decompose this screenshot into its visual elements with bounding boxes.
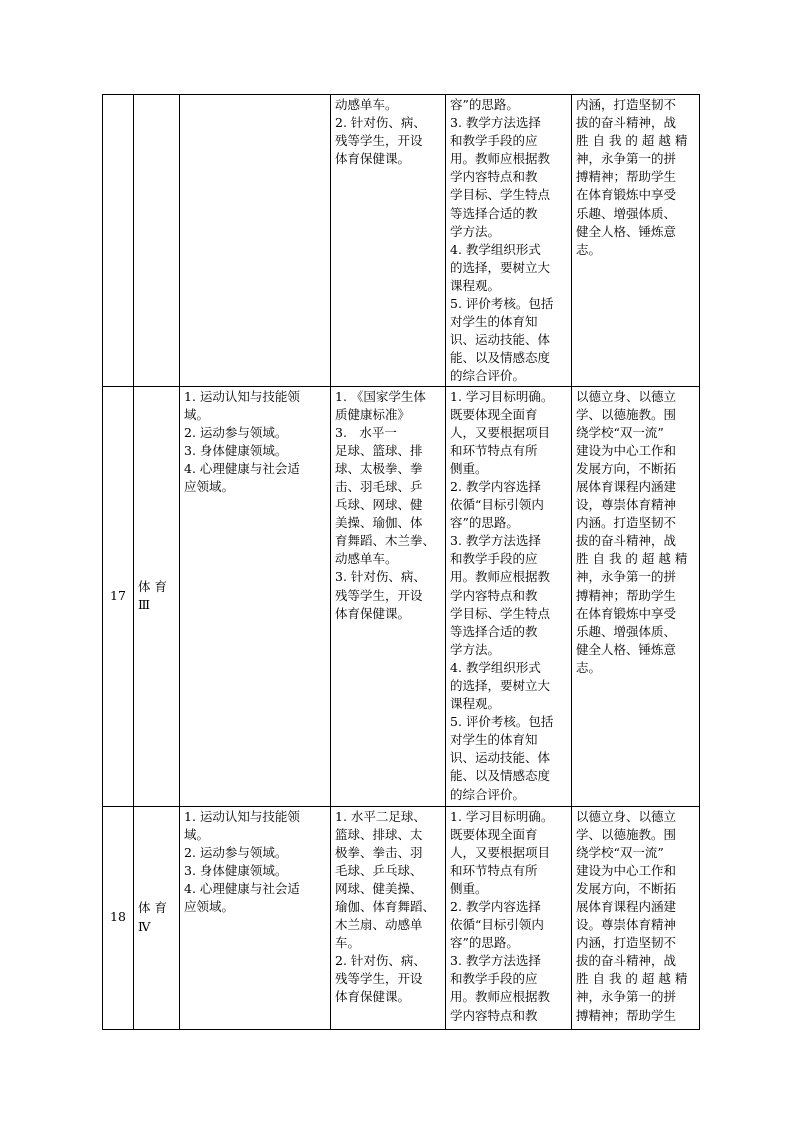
row-number: 18	[103, 806, 134, 1029]
cell-text-line: 学、以德施教。围	[576, 406, 677, 422]
cell-text-line: 学、以德施教。围	[576, 826, 677, 842]
cell-text-line: 以德立身、以德立	[576, 808, 677, 824]
cell-text-line: 等选择合适的教	[450, 623, 538, 639]
cell-text-line: 发展方向，不断拓	[576, 880, 677, 896]
cell-text-line: 击、羽毛球、乒	[335, 478, 423, 494]
cell-text-line: 胜 自 我 的 超 越 精	[576, 133, 688, 149]
cell-text-line: 1. 水平二足球、	[335, 808, 426, 824]
table-row	[103, 386, 700, 806]
cell-text-line: 拔的奋斗精神，战	[576, 953, 677, 969]
cell-text-line: 内涵，打造坚韧不	[576, 97, 677, 112]
cell-text-line: 2. 教学内容选择	[450, 898, 541, 914]
cell-text-line: 网球、健美操、	[335, 880, 423, 896]
cell-text-line: 用。教师应根据教	[450, 569, 551, 585]
cell-text-line: 4. 教学组织形式	[450, 241, 541, 257]
course-table-body	[103, 95, 700, 1030]
cell-text-line: 容”的思路。	[450, 515, 519, 531]
cell-text-line: 极拳、拳击、羽	[335, 844, 423, 860]
cell-text-line: 识、运动技能、体	[450, 332, 551, 348]
cell-text-line: 体育保健课。	[335, 151, 411, 167]
cell-text-line: 发展方向，不断拓	[576, 460, 677, 476]
course-objectives-cell	[180, 386, 331, 806]
cell-text-line: 内涵，打造坚韧不	[576, 935, 677, 951]
cell-text-line: 能、以及情感态度	[450, 350, 551, 366]
cell-text-line: 建设为中心工作和	[576, 442, 677, 458]
cell-text-line: 搏精神；帮助学生	[576, 587, 677, 603]
cell-text-line: 绕学校“双一流”	[576, 844, 664, 860]
cell-text-line: 以德立身、以德立	[576, 388, 677, 404]
cell-text-line: 木兰扇、动感单	[335, 917, 423, 933]
course-content-cell	[331, 806, 446, 1029]
cell-text-line: 志。	[576, 241, 602, 257]
cell-text-line: 1. 运动认知与技能领	[184, 808, 300, 824]
cell-text-line: 展体育课程内涵建	[576, 898, 677, 914]
cell-text-line: 体育保健课。	[335, 989, 411, 1005]
cell-text-line: 健全人格、锤炼意	[576, 641, 677, 657]
cell-text-line: 5. 评价考核。包括	[450, 296, 554, 312]
cell-text-line: 残等学生，开设	[335, 133, 423, 149]
cell-text-line: 用。教师应根据教	[450, 151, 551, 167]
cell-text-line: 2. 运动参与领域。	[184, 424, 288, 440]
cell-text-line: 容”的思路。	[450, 935, 519, 951]
cell-text-line: 侧重。	[450, 880, 488, 896]
teaching-requirements-cell	[446, 95, 572, 387]
row-number: 17	[103, 386, 134, 806]
cell-text-line: 动感单车。	[335, 551, 398, 567]
course-name: 体 育Ⅳ	[134, 806, 180, 1029]
cell-text-line: 3. 身体健康领域。	[184, 442, 288, 458]
cell-text-line: 胜 自 我 的 超 越 精	[576, 551, 688, 567]
cell-text-line: 志。	[576, 659, 602, 675]
cell-text-line: 3. 教学方法选择	[450, 115, 541, 131]
cell-text-line: 毛球、乒乓球、	[335, 862, 423, 878]
cell-text-line: 绕学校“双一流”	[576, 424, 664, 440]
cell-text-line: 残等学生，开设	[335, 971, 423, 987]
cell-text-line: 域。	[184, 826, 210, 842]
cell-text-line: 域。	[184, 406, 210, 422]
cell-text-line: 在体育锻炼中享受	[576, 605, 677, 621]
teaching-requirements-cell	[446, 386, 572, 806]
cell-text-line: 能、以及情感态度	[450, 768, 551, 784]
cell-text-line: 2. 运动参与领域。	[184, 844, 288, 860]
ideological-goals-cell	[572, 806, 700, 1029]
course-content-cell	[331, 95, 446, 387]
cell-text-line: 和环节特点有所	[450, 862, 538, 878]
ideological-goals-cell	[572, 386, 700, 806]
cell-text-line: 球、太极拳、拳	[335, 460, 423, 476]
cell-text-line: 神，永争第一的拼	[576, 569, 677, 585]
cell-text-line: 乓球、网球、健	[335, 497, 423, 513]
course-name: 体 育Ⅲ	[134, 386, 180, 806]
cell-text-line: 3. 教学方法选择	[450, 953, 541, 969]
cell-text-line: 识、运动技能、体	[450, 750, 551, 766]
cell-text-line: 学方法。	[450, 223, 501, 239]
cell-text-line: 乐趣、增强体质、	[576, 205, 677, 221]
cell-text-line: 美操、瑜伽、体	[335, 515, 423, 531]
cell-text-line: 1. 《国家学生体	[335, 388, 426, 404]
course-content-cell	[331, 386, 446, 806]
cell-text-line: 设，尊崇体育精神	[576, 497, 677, 513]
cell-text-line: 4. 心理健康与社会适	[184, 460, 300, 476]
cell-text-line: 人，又要根据项目	[450, 424, 551, 440]
cell-text-line: 车。	[335, 935, 361, 951]
cell-text-line: 乐趣、增强体质、	[576, 623, 677, 639]
cell-text-line: 拔的奋斗精神，战	[576, 115, 677, 131]
cell-text-line: 2. 针对伤、病、	[335, 115, 426, 131]
course-table	[102, 94, 700, 1030]
cell-text-line: 质健康标准》	[335, 406, 411, 422]
cell-text-line: 1. 学习目标明确。	[450, 388, 554, 404]
cell-text-line: 残等学生，开设	[335, 587, 423, 603]
cell-text-line: 足球、篮球、排	[335, 442, 423, 458]
cell-text-line: 容”的思路。	[450, 97, 519, 112]
cell-text-line: 的选择，要树立大	[450, 259, 551, 275]
cell-text-line: 3. 水平一	[335, 424, 397, 440]
course-objectives-cell	[180, 806, 331, 1029]
cell-text-line: 人，又要根据项目	[450, 844, 551, 860]
cell-text-line: 3. 教学方法选择	[450, 533, 541, 549]
cell-text-line: 胜 自 我 的 超 越 精	[576, 971, 688, 987]
cell-text-line: 搏精神；帮助学生	[576, 169, 677, 185]
cell-text-line: 和教学手段的应	[450, 551, 538, 567]
cell-text-line: 对学生的体育知	[450, 314, 538, 330]
row-number	[103, 95, 134, 387]
cell-text-line: 4. 教学组织形式	[450, 659, 541, 675]
cell-text-line: 既要体现全面育	[450, 826, 538, 842]
cell-text-line: 学方法。	[450, 641, 501, 657]
cell-text-line: 建设为中心工作和	[576, 862, 677, 878]
cell-text-line: 的综合评价。	[450, 368, 526, 384]
cell-text-line: 侧重。	[450, 460, 488, 476]
cell-text-line: 1. 学习目标明确。	[450, 808, 554, 824]
cell-text-line: 瑜伽、体育舞蹈、	[335, 898, 436, 914]
cell-text-line: 学目标、学生特点	[450, 605, 551, 621]
cell-text-line: 内涵。打造坚韧不	[576, 515, 677, 531]
cell-text-line: 在体育锻炼中享受	[576, 187, 677, 203]
cell-text-line: 等选择合适的教	[450, 205, 538, 221]
cell-text-line: 2. 教学内容选择	[450, 478, 541, 494]
cell-text-line: 搏精神；帮助学生	[576, 1007, 677, 1023]
course-objectives-cell	[180, 95, 331, 387]
cell-text-line: 课程观。	[450, 696, 501, 712]
cell-text-line: 和教学手段的应	[450, 971, 538, 987]
cell-text-line: 2. 针对伤、病、	[335, 953, 426, 969]
cell-text-line: 神，永争第一的拼	[576, 989, 677, 1005]
cell-text-line: 展体育课程内涵建	[576, 478, 677, 494]
ideological-goals-cell	[572, 95, 700, 387]
cell-text-line: 应领域。	[184, 478, 235, 494]
cell-text-line: 的综合评价。	[450, 786, 526, 802]
cell-text-line: 3. 身体健康领域。	[184, 862, 288, 878]
teaching-requirements-cell	[446, 806, 572, 1029]
table-row	[103, 95, 700, 387]
cell-text-line: 体育保健课。	[335, 605, 411, 621]
cell-text-line: 既要体现全面育	[450, 406, 538, 422]
cell-text-line: 神，永争第一的拼	[576, 151, 677, 167]
cell-text-line: 拔的奋斗精神，战	[576, 533, 677, 549]
cell-text-line: 的选择，要树立大	[450, 678, 551, 693]
cell-text-line: 1. 运动认知与技能领	[184, 388, 300, 404]
table-row	[103, 806, 700, 1029]
cell-text-line: 篮球、排球、太	[335, 826, 423, 842]
cell-text-line: 4. 心理健康与社会适	[184, 880, 300, 896]
cell-text-line: 学内容特点和教	[450, 587, 538, 603]
cell-text-line: 学内容特点和教	[450, 1007, 538, 1023]
cell-text-line: 用。教师应根据教	[450, 989, 551, 1005]
cell-text-line: 动感单车。	[335, 97, 398, 112]
cell-text-line: 3. 针对伤、病、	[335, 569, 426, 585]
course-name	[134, 95, 180, 387]
cell-text-line: 对学生的体育知	[450, 732, 538, 748]
cell-text-line: 育舞蹈、木兰拳、	[335, 533, 436, 549]
cell-text-line: 和环节特点有所	[450, 442, 538, 458]
cell-text-line: 健全人格、锤炼意	[576, 223, 677, 239]
cell-text-line: 5. 评价考核。包括	[450, 714, 554, 730]
cell-text-line: 依循“目标引领内	[450, 917, 544, 933]
cell-text-line: 学内容特点和教	[450, 169, 538, 185]
cell-text-line: 学目标、学生特点	[450, 187, 551, 203]
cell-text-line: 应领域。	[184, 898, 235, 914]
cell-text-line: 和教学手段的应	[450, 133, 538, 149]
cell-text-line: 依循“目标引领内	[450, 497, 544, 513]
cell-text-line: 设。尊崇体育精神	[576, 917, 677, 933]
cell-text-line: 课程观。	[450, 277, 501, 293]
